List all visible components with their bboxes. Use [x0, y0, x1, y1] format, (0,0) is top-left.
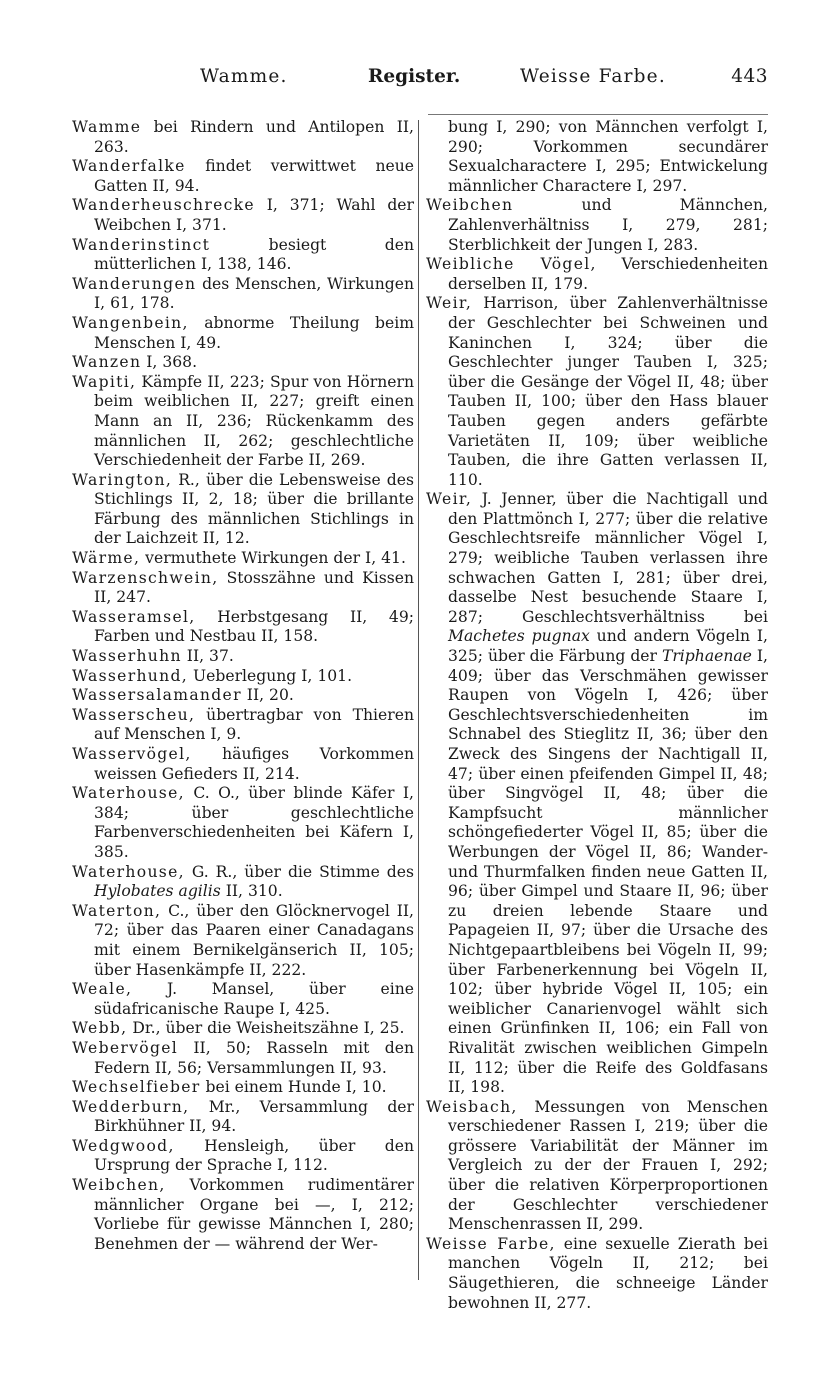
index-entry	[72, 275, 414, 314]
index-entry	[72, 157, 414, 196]
entry-text: I, 368.	[141, 353, 198, 372]
entry-headword: Warzenschwein,	[72, 568, 219, 587]
entry-text: vermuthete Wirkungen der I, 41.	[140, 549, 406, 568]
entry-text: und Männchen, Zahlenverhältniss I, 279, 281; Sterblichkeit der Jungen I, 283.	[448, 196, 768, 254]
entry-headword: Waterhouse,	[72, 784, 185, 803]
entry-headword: Weale,	[72, 980, 133, 999]
index-entry	[72, 236, 414, 275]
entry-italic-term: Triphaenae	[661, 647, 752, 666]
entry-headword: Wechselfieber	[72, 1078, 201, 1097]
entry-text: Kämpfe II, 223; Spur von Hörnern beim weiblichen II, 227; greift einen Mann an II, 236; Rückenkamm des männlichen II, 262; geschlechtliche Verschiedenheit der Farbe II, 269.	[94, 372, 414, 470]
entry-headword: Wamme	[72, 118, 142, 136]
index-entry	[72, 118, 414, 157]
index-entry	[72, 608, 414, 647]
index-entry	[72, 686, 414, 706]
entry-text: Mr., Versammlung der Birkhühner II, 94.	[94, 1097, 414, 1136]
entry-text: und andern Vögeln I, 325; über die Färbung der	[448, 627, 768, 666]
index-entry	[72, 353, 414, 373]
index-entry	[426, 294, 768, 490]
entry-text: besiegt den mütterlichen I, 138, 146.	[94, 235, 414, 274]
index-entry	[72, 980, 414, 1019]
header-right-catchword: Weisse Farbe.	[520, 66, 666, 87]
entry-text: Stosszähne und Kissen II, 247.	[94, 568, 414, 607]
index-entry	[72, 314, 414, 353]
entry-text: Vorkommen rudimentärer männlicher Organe bei —, I, 212; Vorliebe für gewisse Männchen I, 280; Benehmen der — während der Wer-	[94, 1176, 414, 1253]
entry-headword: Webb,	[72, 1019, 128, 1038]
index-entry	[72, 1019, 414, 1039]
index-column-right	[426, 118, 768, 1313]
entry-headword: Wasseramsel,	[72, 607, 196, 626]
entry-headword: Wärme,	[72, 549, 141, 568]
entry-headword: Weisbach,	[426, 1097, 518, 1116]
entry-text: II, 50; Rasseln mit den Federn II, 56; Versammlungen II, 93.	[94, 1038, 414, 1077]
index-entry	[72, 647, 414, 667]
entry-text: Ueberlegung I, 101.	[188, 666, 353, 685]
entry-text: bung I, 290; von Männchen verfolgt I, 290; Vorkommen secundärer Sexualcharactere I, 295; Entwickelung männlicher Charactere I, 297.	[448, 118, 768, 195]
index-entry	[72, 863, 414, 902]
entry-text: Harrison, über Zahlenverhältnisse der Geschlechter bei Schweinen und Kaninchen I, 324; über die Geschlechter junger Tauben I, 325; über die Gesänge der Vögel II, 48; über Tauben II, 100; über den Hass blauer Tauben gegen anders gefärbte Varietäten II, 109; über weibliche Tauben, die ihre Gatten verlassen II, 110.	[448, 294, 768, 489]
entry-text: G. R., über die Stimme des	[184, 862, 414, 881]
entry-text: abnorme Theilung beim Menschen I, 49.	[94, 313, 414, 352]
entry-text: J. Mansel, über eine südafricanische Raupe I, 425.	[94, 980, 414, 1018]
index-entry	[72, 549, 414, 569]
entry-text: häufiges Vorkommen weissen Gefieders II, 214.	[94, 745, 414, 783]
page-number: 443	[731, 66, 768, 87]
entry-text: Hensleigh, über den Ursprung der Sprache I, 112.	[94, 1136, 414, 1175]
entry-text: J. Jenner, über die Nachtigall und den Plattmönch I, 277; über die relative Geschlechtsreife männlicher Vögel I, 279; weibliche Tauben verlassen ihre schwachen Gatten I, 281; über drei, dasselbe Nest besuchende Staare I, 287; Geschlechtsverhältniss bei	[448, 490, 768, 626]
entry-text: des Menschen, Wirkungen I, 61, 178.	[94, 274, 414, 313]
index-entry	[72, 706, 414, 745]
entry-text: bei Rindern und Antilopen II, 263.	[94, 118, 414, 156]
entry-text: II, 20.	[241, 686, 294, 705]
entry-headword: Wasserscheu,	[72, 705, 196, 724]
index-column-left	[72, 118, 414, 1254]
entry-headword: Wasserhuhn	[72, 647, 182, 666]
entry-text: bei einem Hunde I, 10.	[200, 1078, 387, 1097]
entry-text: I, 409; über das Verschmähen gewisser Raupen von Vögeln I, 426; über Geschlechtsverschiedenheiten im Schnabel des Stieglitz II, 36; über den Zweck des Singens der Nachtigall II, 47; über einen pfeifenden Gimpel II, 48; über Singvögel II, 48; über die Kampfsucht männlicher schöngefiederter Vögel II, 85; über die Werbungen der Vögel II, 86; Wander- und Thurmfalken finden neue Gatten II, 96; über Gimpel und Staare II, 96; über zu dreien lebende Staare und Papageien II, 97; über die Ursache des Nichtgepaartbleibens bei Vögeln II, 99; über Farbenerkennung bei Vögeln II, 102; über hybride Vögel II, 105; ein weiblicher Canarienvogel wählt sich einen Grünfinken II, 106; ein Fall von Rivalität zwischen weiblichen Gimpeln II, 112; über die Reife des Goldfasans II, 198.	[448, 647, 768, 1097]
entry-headword: Waterhouse,	[72, 862, 185, 881]
entry-text: Verschiedenheiten derselben II, 179.	[448, 255, 769, 293]
entry-headword: Wangenbein,	[72, 313, 189, 332]
index-entry	[72, 1176, 414, 1254]
entry-headword: Weibchen,	[72, 1176, 166, 1195]
index-entry	[72, 784, 414, 862]
entry-headword: Weibliche Vögel,	[426, 255, 597, 274]
entry-text: R., über die Lebensweise des Stichlings II, 2, 18; über die brillante Färbung des männlichen Stichlings in der Laichzeit II, 12.	[94, 470, 414, 548]
entry-headword: Wasservögel,	[72, 745, 192, 763]
index-entry	[72, 471, 414, 549]
index-entry	[72, 1137, 414, 1176]
entry-italic-term: Hylobates agilis	[94, 882, 221, 901]
entry-text: C. O., über blinde Käfer I, 384; über geschlechtliche Farbenverschiedenheiten bei Käfern I, 385.	[94, 784, 414, 861]
entry-headword: Wasserhund,	[72, 666, 189, 685]
index-entry	[426, 118, 768, 196]
entry-headword: Wassersalamander	[72, 686, 242, 705]
running-header	[72, 60, 768, 94]
header-left-catchword: Wamme.	[200, 66, 288, 87]
entry-headword: Wanderfalke	[72, 157, 186, 176]
entry-headword: Wedgwood,	[72, 1136, 175, 1155]
entry-headword: Webervögel	[72, 1038, 179, 1057]
index-entry	[426, 490, 768, 1097]
entry-headword: Wanzen	[72, 353, 142, 372]
index-entry	[72, 745, 414, 784]
entry-headword: Wedderburn,	[72, 1097, 190, 1116]
entry-headword: Wanderheuschrecke	[72, 196, 255, 215]
entry-text: Herbstgesang II, 49; Farben und Nestbau II, 158.	[94, 607, 414, 646]
entry-text: I, 371; Wahl der Weibchen I, 371.	[94, 196, 414, 234]
entry-text: Messungen von Menschen verschiedener Rassen I, 219; über die grössere Variabilität der Männer im Vergleich zu der der Frauen I, 292; über die relativen Körperproportionen der Geschlechter verschiedener Menschenrassen II, 299.	[448, 1097, 768, 1234]
entry-headword: Waterton,	[72, 901, 162, 920]
entry-text: II, 37.	[181, 647, 234, 666]
column-top-rule	[428, 114, 768, 115]
entry-text: eine sexuelle Zierath bei manchen Vögeln II, 212; bei Säugethieren, die schneeige Länder bewohnen II, 277.	[448, 1234, 768, 1312]
entry-italic-term: Machetes pugnax	[448, 627, 590, 646]
entry-headword: Warington,	[72, 470, 173, 489]
entry-headword: Weisse Farbe,	[426, 1234, 556, 1253]
entry-headword: Weir,	[426, 490, 473, 509]
entry-headword: Wanderinstinct	[72, 235, 211, 254]
index-entry	[426, 1098, 768, 1235]
header-title: Register.	[368, 66, 461, 87]
index-entry	[426, 255, 768, 294]
index-entry	[72, 569, 414, 608]
entry-headword: Weibchen	[426, 196, 514, 215]
entry-headword: Wanderungen	[72, 274, 197, 293]
entry-text: Dr., über die Weisheitszähne I, 25.	[127, 1019, 405, 1038]
entry-text: C., über den Glöcknervogel II, 72; über das Paaren einer Canadagans mit einem Bernikelgänserich II, 105; über Hasenkämpfe II, 222.	[94, 901, 414, 979]
entry-headword: Weir,	[426, 294, 473, 313]
index-entry	[72, 1078, 414, 1098]
entry-text: II, 310.	[220, 882, 283, 901]
index-entry	[72, 1039, 414, 1078]
column-divider	[418, 120, 419, 1280]
index-entry	[72, 667, 414, 687]
index-entry	[72, 1098, 414, 1137]
index-entry	[426, 1235, 768, 1313]
index-entry	[426, 196, 768, 255]
index-entry	[72, 902, 414, 980]
index-entry	[72, 196, 414, 235]
entry-headword: Wapiti,	[72, 372, 137, 391]
index-entry	[72, 373, 414, 471]
entry-text: findet verwittwet neue Gatten II, 94.	[94, 157, 414, 195]
entry-text: übertragbar von Thieren auf Menschen I, 9.	[94, 705, 414, 744]
